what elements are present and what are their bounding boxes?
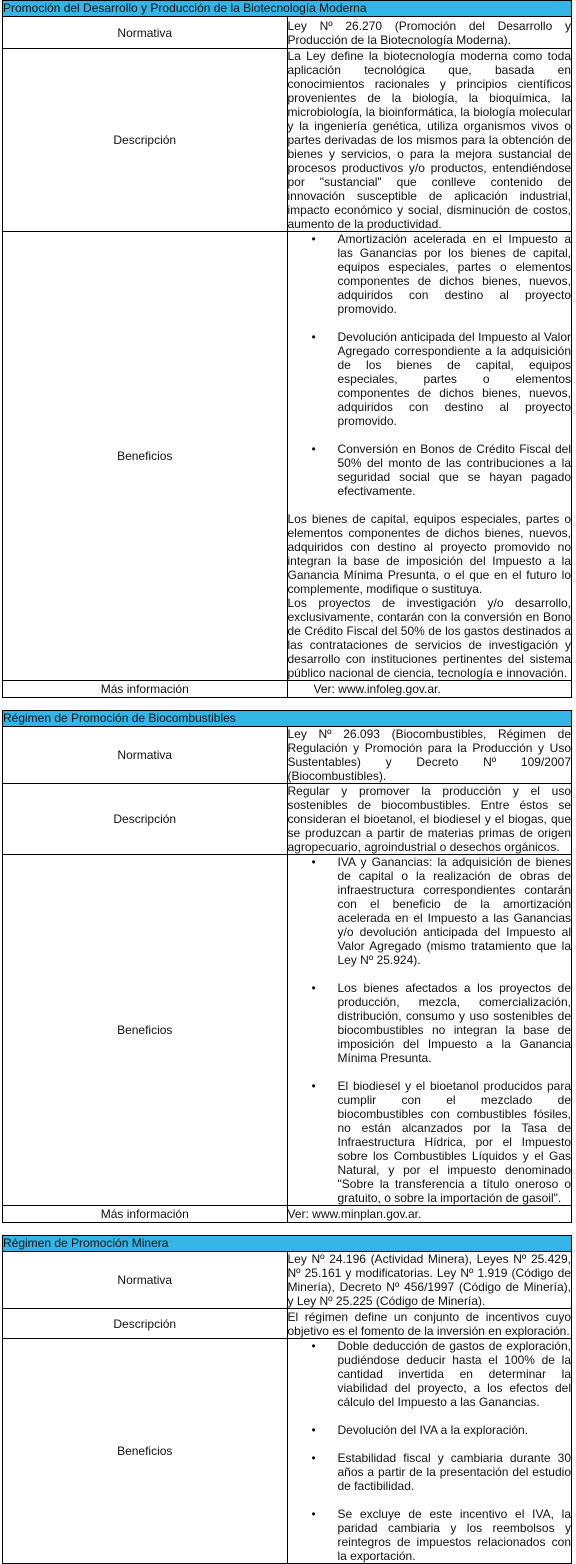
info-link[interactable]: Ver: www.minplan.gov.ar. xyxy=(287,1207,422,1221)
section-title: Promoción del Desarrollo y Producción de la Biotecnología Moderna xyxy=(3,1,572,17)
list-item: • Devolución anticipada del Impuesto al Valor Agregado correspondiente a la adquisición de los bienes de capital, equipos especiales, partes o elementos componentes de dichos bienes, nuevos, adquiridos con destino al proyecto promovido. xyxy=(311,330,571,428)
bullet-icon: • xyxy=(311,1079,316,1093)
document xyxy=(2,0,574,1564)
normativa-text: Ley Nº 26.093 (Biocombustibles, Régimen de Regulación y Promoción para la Producción y Uso Sustentables) y Decreto Nº 109/2007 (Biocombustibles). xyxy=(287,727,571,783)
descripcion-text: La Ley define la biotecnología moderna como toda aplicación tecnológica que, basada en conocimientos racionales y principios científicos provenientes de la biología, la bioquímica, la microbiología, la bioinformática, la biología molecular y la ingeniería genética, utiliza organismos vivos o partes derivadas de los mismos para la obtención de bienes y servicios, o para la mejora sustancial de procesos productivos y/o productos, entendiéndose por "sustancial" que conlleve contenido de innovación susceptible de aplicación industrial, impacto económico y social, disminución de costos, aumento de la productividad. xyxy=(287,49,571,231)
list-item: • Doble deducción de gastos de exploración, pudiéndose deducir hasta el 100% de la cantidad invertida en determinar la viabilidad del proyecto, a los efectos del cálculo del Impuesto a las Ganancias. xyxy=(311,1339,571,1409)
section-title: Régimen de Promoción de Biocombustibles xyxy=(3,711,572,727)
list-item: • Se excluye de este incentivo el IVA, la paridad cambiaria y los reembolsos y reintegros de impuestos relacionados con la exportación. xyxy=(311,1507,571,1563)
beneficios-label: Beneficios xyxy=(3,855,288,1206)
regime-table-biocombustibles xyxy=(2,710,572,1223)
beneficios-notes xyxy=(288,512,572,680)
info-link[interactable]: Ver: www.infoleg.gov.ar. xyxy=(313,682,441,696)
list-item: • Amortización acelerada en el Impuesto a las Ganancias por los bienes de capital, equipos especiales, partes o elementos componentes de dichos bienes, nuevos, adquiridos con destino al proyecto promovido. xyxy=(311,232,571,316)
beneficios-label: Beneficios xyxy=(3,232,288,681)
bullet-icon: • xyxy=(311,1423,316,1437)
regime-table-minera xyxy=(2,1235,572,1564)
list-item: • IVA y Ganancias: la adquisición de bienes de capital o la realización de obras de infraestructura correspondientes contarán con el beneficio de la amortización acelerada en el Impuesto a las Ganancias y/o devolución anticipada del Impuesto al Valor Agregado (mismo tratamiento que la Ley Nº 25.924). xyxy=(311,855,571,967)
bullet-icon: • xyxy=(311,330,316,344)
info-cell xyxy=(287,681,572,698)
normativa-text: Ley Nº 24.196 (Actividad Minera), Leyes Nº 25.429, Nº 25.161 y modificatorias. Ley Nº 1.919 (Código de Minería), Decreto Nº 456/1997 (Código de Minería), y Ley Nº 25.225 (Código de Minería). xyxy=(287,1252,571,1308)
descripcion-text: Regular y promover la producción y el uso sostenibles de biocombustibles. Entre éstos se consideran el bioetanol, el biodiesel y el biogas, que se produzcan a partir de materias primas de origen agropecuario, agroindustrial o desechos orgánicos. xyxy=(287,784,571,854)
paragraph: Los bienes de capital, equipos especiales, partes o elementos componentes de dichos bienes, nuevos, adquiridos con destino al proyecto promovido no integran la base de imposición del Impuesto a la Ganancia Mínima Presunta, o el que en el futuro lo complemente, modifique o sustituya. xyxy=(287,512,571,596)
beneficios-list xyxy=(288,232,572,512)
descripcion-label: Descripción xyxy=(3,49,288,232)
list-item: • Devolución del IVA a la exploración. xyxy=(311,1423,529,1437)
paragraph: Los proyectos de investigación y/o desarrollo, exclusivamente, contarán con la conversión en Bono de Crédito Fiscal del 50% de los gastos destinados a las contrataciones de servicios de investigación y desarrollo con instituciones pertinentes del sistema público nacional de ciencia, tecnología e innovación. xyxy=(287,596,571,680)
info-label: Más información xyxy=(3,1206,288,1223)
section-title: Régimen de Promoción Minera xyxy=(3,1236,572,1252)
beneficios-cell xyxy=(287,232,572,681)
bullet-icon: • xyxy=(311,442,316,456)
list-item: • Estabilidad fiscal y cambiaria durante 30 años a partir de la presentación del estudio de factibilidad. xyxy=(311,1451,571,1493)
beneficios-list xyxy=(288,855,572,1205)
normativa-label: Normativa xyxy=(3,17,288,49)
bullet-icon: • xyxy=(311,1507,316,1521)
info-cell xyxy=(287,1206,572,1223)
descripcion-label: Descripción xyxy=(3,1309,288,1339)
bullet-icon: • xyxy=(311,981,316,995)
normativa-label: Normativa xyxy=(3,1252,288,1309)
regime-table-biotecnologia xyxy=(2,0,572,698)
list-item: • El biodiesel y el bioetanol producidos para cumplir con el mezclado de biocombustibles con combustibles fósiles, no están alcanzados por la Tasa de Infraestructura Hídrica, por el Impuesto sobre los Combustibles Líquidos y el Gas Natural, y por el impuesto denominado "Sobre la transferencia a título oneroso o gratuito, o sobre la importación de gasoil". xyxy=(311,1079,571,1205)
beneficios-cell xyxy=(287,855,572,1206)
beneficios-label: Beneficios xyxy=(3,1339,288,1564)
bullet-icon: • xyxy=(311,1339,316,1353)
descripcion-label: Descripción xyxy=(3,784,288,855)
beneficios-list xyxy=(288,1339,572,1563)
bullet-icon: • xyxy=(311,232,316,246)
descripcion-text: El régimen define un conjunto de incentivos cuyo objetivo es el fomento de la inversión en exploración. xyxy=(287,1309,571,1338)
bullet-icon: • xyxy=(311,1451,316,1465)
normativa-label: Normativa xyxy=(3,727,288,784)
info-label: Más información xyxy=(3,681,288,698)
normativa-text: Ley Nº 26.270 (Promoción del Desarrollo y Producción de la Biotecnología Moderna). xyxy=(287,18,571,47)
beneficios-cell xyxy=(287,1339,572,1564)
list-item: • Los bienes afectados a los proyectos de producción, mezcla, comercialización, distribución, consumo y uso sostenibles de biocombustibles no integran la base de imposición del Impuesto a la Ganancia Mínima Presunta. xyxy=(311,981,571,1065)
bullet-icon: • xyxy=(311,855,316,869)
list-item: • Conversión en Bonos de Crédito Fiscal del 50% del monto de las contribuciones a la seguridad social que se hayan pagado efectivamente. xyxy=(311,442,571,498)
